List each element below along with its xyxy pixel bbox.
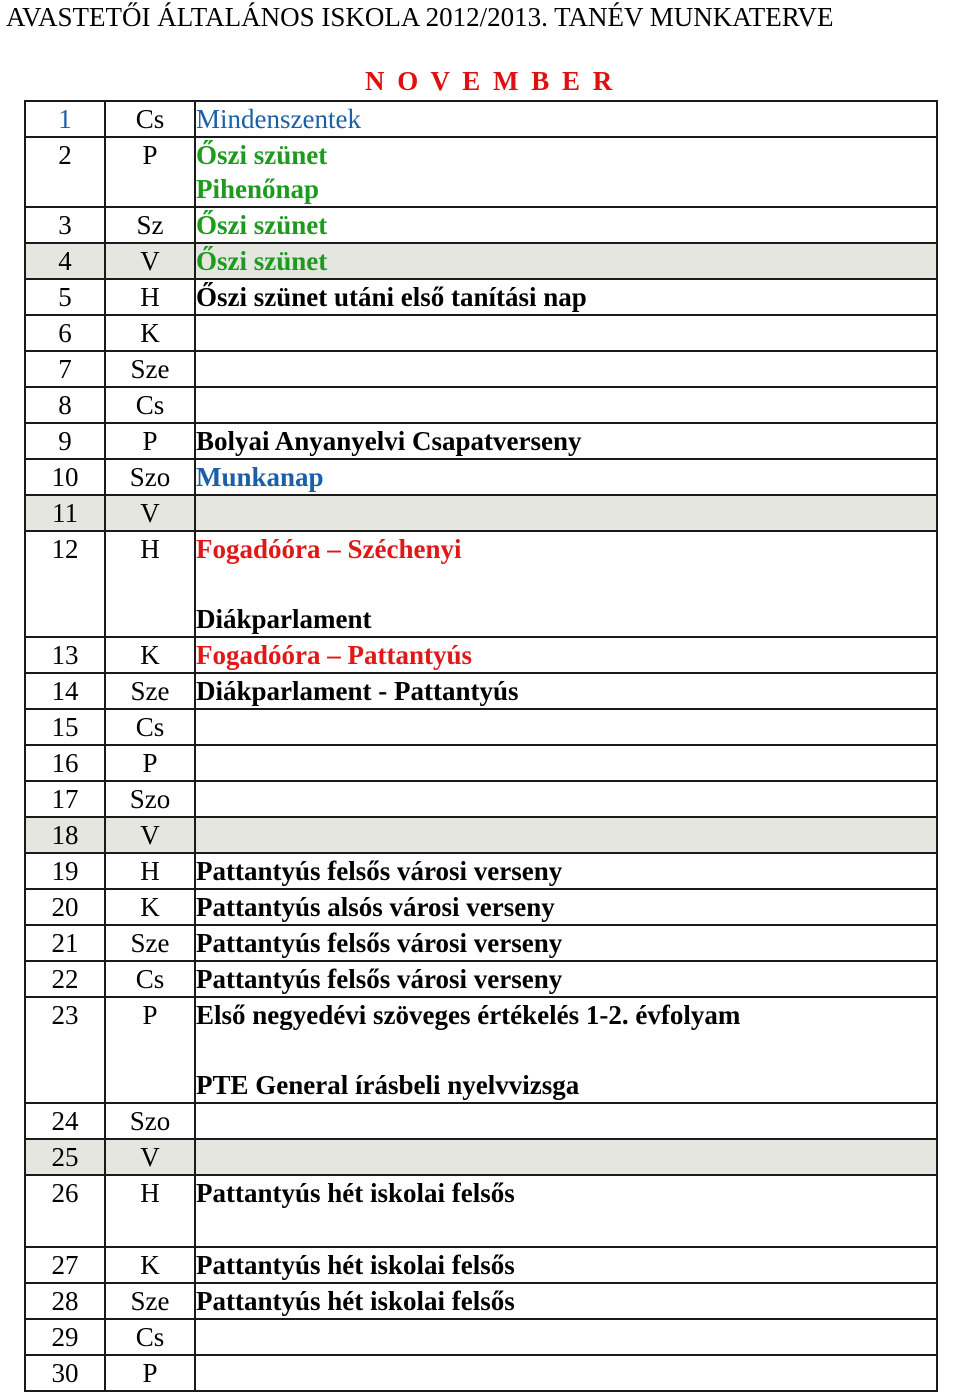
event-cell: [195, 817, 937, 853]
event-text: Őszi szünet utáni első tanítási nap: [196, 282, 587, 312]
empty-event: [196, 496, 936, 530]
event-cell: [195, 745, 937, 781]
day-number: 26: [25, 1175, 105, 1247]
event-cell: [195, 495, 937, 531]
weekday-abbr: Sze: [105, 925, 195, 961]
weekday-abbr: V: [105, 817, 195, 853]
day-number: 11: [25, 495, 105, 531]
month-heading: N O V E M B E R: [365, 66, 616, 96]
event-text: Pattantyús hét iskolai felsős: [196, 1286, 515, 1316]
weekday-abbr: K: [105, 315, 195, 351]
weekday-abbr: H: [105, 279, 195, 315]
day-number: 5: [25, 279, 105, 315]
day-number: 27: [25, 1247, 105, 1283]
event-cell: [195, 1247, 937, 1283]
calendar-body: [25, 101, 937, 1391]
weekday-abbr: K: [105, 1247, 195, 1283]
event-text: Munkanap: [196, 462, 324, 492]
weekday-abbr: H: [105, 531, 195, 637]
event-cell: [195, 1283, 937, 1319]
event-text: Őszi szünet: [196, 210, 328, 240]
calendar-row: [25, 1283, 937, 1319]
empty-event: [196, 388, 936, 422]
empty-event: [196, 1356, 936, 1390]
weekday-abbr: V: [105, 1139, 195, 1175]
calendar-row: [25, 781, 937, 817]
empty-event: [196, 746, 936, 780]
weekday-abbr: Cs: [105, 387, 195, 423]
calendar-row: [25, 243, 937, 279]
calendar-row: [25, 137, 937, 207]
day-number: 15: [25, 709, 105, 745]
day-number: 8: [25, 387, 105, 423]
event-cell: [195, 351, 937, 387]
event-cell: [195, 137, 937, 207]
calendar-row: [25, 817, 937, 853]
event-text: Őszi szünet: [196, 246, 328, 276]
calendar-row: [25, 745, 937, 781]
weekday-abbr: K: [105, 637, 195, 673]
calendar-table: [24, 100, 938, 1392]
event-cell: [195, 315, 937, 351]
day-number: 9: [25, 423, 105, 459]
day-number: 3: [25, 207, 105, 243]
calendar-row: [25, 101, 937, 137]
calendar-row: [25, 459, 937, 495]
calendar-row: [25, 637, 937, 673]
event-text: Pattantyús hét iskolai felsős: [196, 1178, 515, 1208]
event-text: PTE General írásbeli nyelvvizsga: [196, 1070, 580, 1100]
empty-event: [196, 782, 936, 816]
weekday-abbr: P: [105, 997, 195, 1103]
event-cell: [195, 709, 937, 745]
calendar-row: [25, 1103, 937, 1139]
event-text: Első negyedévi szöveges értékelés 1-2. évfolyam: [196, 1000, 741, 1030]
calendar-row: [25, 351, 937, 387]
empty-event: [196, 1320, 936, 1354]
weekday-abbr: Sze: [105, 1283, 195, 1319]
day-number: 14: [25, 673, 105, 709]
event-cell: [195, 853, 937, 889]
calendar-row: [25, 1355, 937, 1391]
event-text: Pihenőnap: [196, 174, 320, 204]
calendar-row: [25, 387, 937, 423]
day-number: 24: [25, 1103, 105, 1139]
event-cell: [195, 1139, 937, 1175]
calendar-row: [25, 673, 937, 709]
calendar-row: [25, 1319, 937, 1355]
calendar-row: [25, 1247, 937, 1283]
event-spacer: [196, 1210, 936, 1246]
event-cell: [195, 781, 937, 817]
event-cell: [195, 423, 937, 459]
day-number: 1: [25, 101, 105, 137]
calendar-row: [25, 1175, 937, 1247]
weekday-abbr: Cs: [105, 101, 195, 137]
empty-event: [196, 352, 936, 386]
event-text: Pattantyús alsós városi verseny: [196, 892, 555, 922]
day-number: 6: [25, 315, 105, 351]
event-text: Fogadóóra – Pattantyús: [196, 640, 472, 670]
weekday-abbr: Cs: [105, 709, 195, 745]
weekday-abbr: P: [105, 1355, 195, 1391]
calendar-row: [25, 997, 937, 1103]
day-number: 18: [25, 817, 105, 853]
day-number: 29: [25, 1319, 105, 1355]
day-number: 17: [25, 781, 105, 817]
weekday-abbr: Szo: [105, 459, 195, 495]
event-text: Pattantyús felsős városi verseny: [196, 928, 563, 958]
day-number: 13: [25, 637, 105, 673]
weekday-abbr: Sze: [105, 673, 195, 709]
calendar-row: [25, 925, 937, 961]
document-title: AVASTETŐI ÁLTALÁNOS ISKOLA 2012/2013. TANÉV MUNKATERVE: [6, 2, 834, 32]
empty-event: [196, 710, 936, 744]
day-number: 10: [25, 459, 105, 495]
event-text: Őszi szünet: [196, 140, 328, 170]
event-cell: [195, 1103, 937, 1139]
event-text: Diákparlament: [196, 604, 372, 634]
day-number: 12: [25, 531, 105, 637]
weekday-abbr: H: [105, 1175, 195, 1247]
event-cell: [195, 925, 937, 961]
event-cell: [195, 997, 937, 1103]
day-number: 22: [25, 961, 105, 997]
event-cell: [195, 637, 937, 673]
event-cell: [195, 101, 937, 137]
empty-event: [196, 1104, 936, 1138]
empty-event: [196, 316, 936, 350]
day-number: 20: [25, 889, 105, 925]
event-text: Bolyai Anyanyelvi Csapatverseny: [196, 426, 582, 456]
event-text: Diákparlament - Pattantyús: [196, 676, 519, 706]
event-cell: [195, 243, 937, 279]
event-cell: [195, 961, 937, 997]
day-number: 4: [25, 243, 105, 279]
calendar-row: [25, 315, 937, 351]
event-cell: [195, 459, 937, 495]
weekday-abbr: Szo: [105, 1103, 195, 1139]
event-cell: [195, 673, 937, 709]
empty-event: [196, 818, 936, 852]
day-number: 30: [25, 1355, 105, 1391]
weekday-abbr: Sz: [105, 207, 195, 243]
empty-event: [196, 1140, 936, 1174]
event-cell: [195, 207, 937, 243]
day-number: 19: [25, 853, 105, 889]
event-cell: [195, 531, 937, 637]
event-cell: [195, 1319, 937, 1355]
event-text: Pattantyús felsős városi verseny: [196, 856, 563, 886]
calendar-row: [25, 207, 937, 243]
weekday-abbr: Cs: [105, 961, 195, 997]
weekday-abbr: Szo: [105, 781, 195, 817]
weekday-abbr: P: [105, 745, 195, 781]
calendar-row: [25, 279, 937, 315]
event-cell: [195, 889, 937, 925]
calendar-row: [25, 423, 937, 459]
weekday-abbr: Sze: [105, 351, 195, 387]
event-text: Fogadóóra – Széchenyi: [196, 534, 462, 564]
weekday-abbr: P: [105, 423, 195, 459]
calendar-row: [25, 853, 937, 889]
event-cell: [195, 1175, 937, 1247]
event-cell: [195, 279, 937, 315]
day-number: 28: [25, 1283, 105, 1319]
weekday-abbr: K: [105, 889, 195, 925]
weekday-abbr: H: [105, 853, 195, 889]
calendar-row: [25, 531, 937, 637]
day-number: 25: [25, 1139, 105, 1175]
calendar-row: [25, 889, 937, 925]
weekday-abbr: V: [105, 243, 195, 279]
event-spacer: [196, 1032, 936, 1068]
weekday-abbr: Cs: [105, 1319, 195, 1355]
event-cell: [195, 1355, 937, 1391]
calendar-row: [25, 1139, 937, 1175]
event-text: Pattantyús hét iskolai felsős: [196, 1250, 515, 1280]
day-number: 7: [25, 351, 105, 387]
weekday-abbr: V: [105, 495, 195, 531]
day-number: 21: [25, 925, 105, 961]
calendar-row: [25, 709, 937, 745]
weekday-abbr: P: [105, 137, 195, 207]
event-text: Pattantyús felsős városi verseny: [196, 964, 563, 994]
day-number: 2: [25, 137, 105, 207]
day-number: 16: [25, 745, 105, 781]
event-text: Mindenszentek: [196, 104, 361, 134]
calendar-row: [25, 495, 937, 531]
day-number: 23: [25, 997, 105, 1103]
event-cell: [195, 387, 937, 423]
event-spacer: [196, 566, 936, 602]
calendar-row: [25, 961, 937, 997]
